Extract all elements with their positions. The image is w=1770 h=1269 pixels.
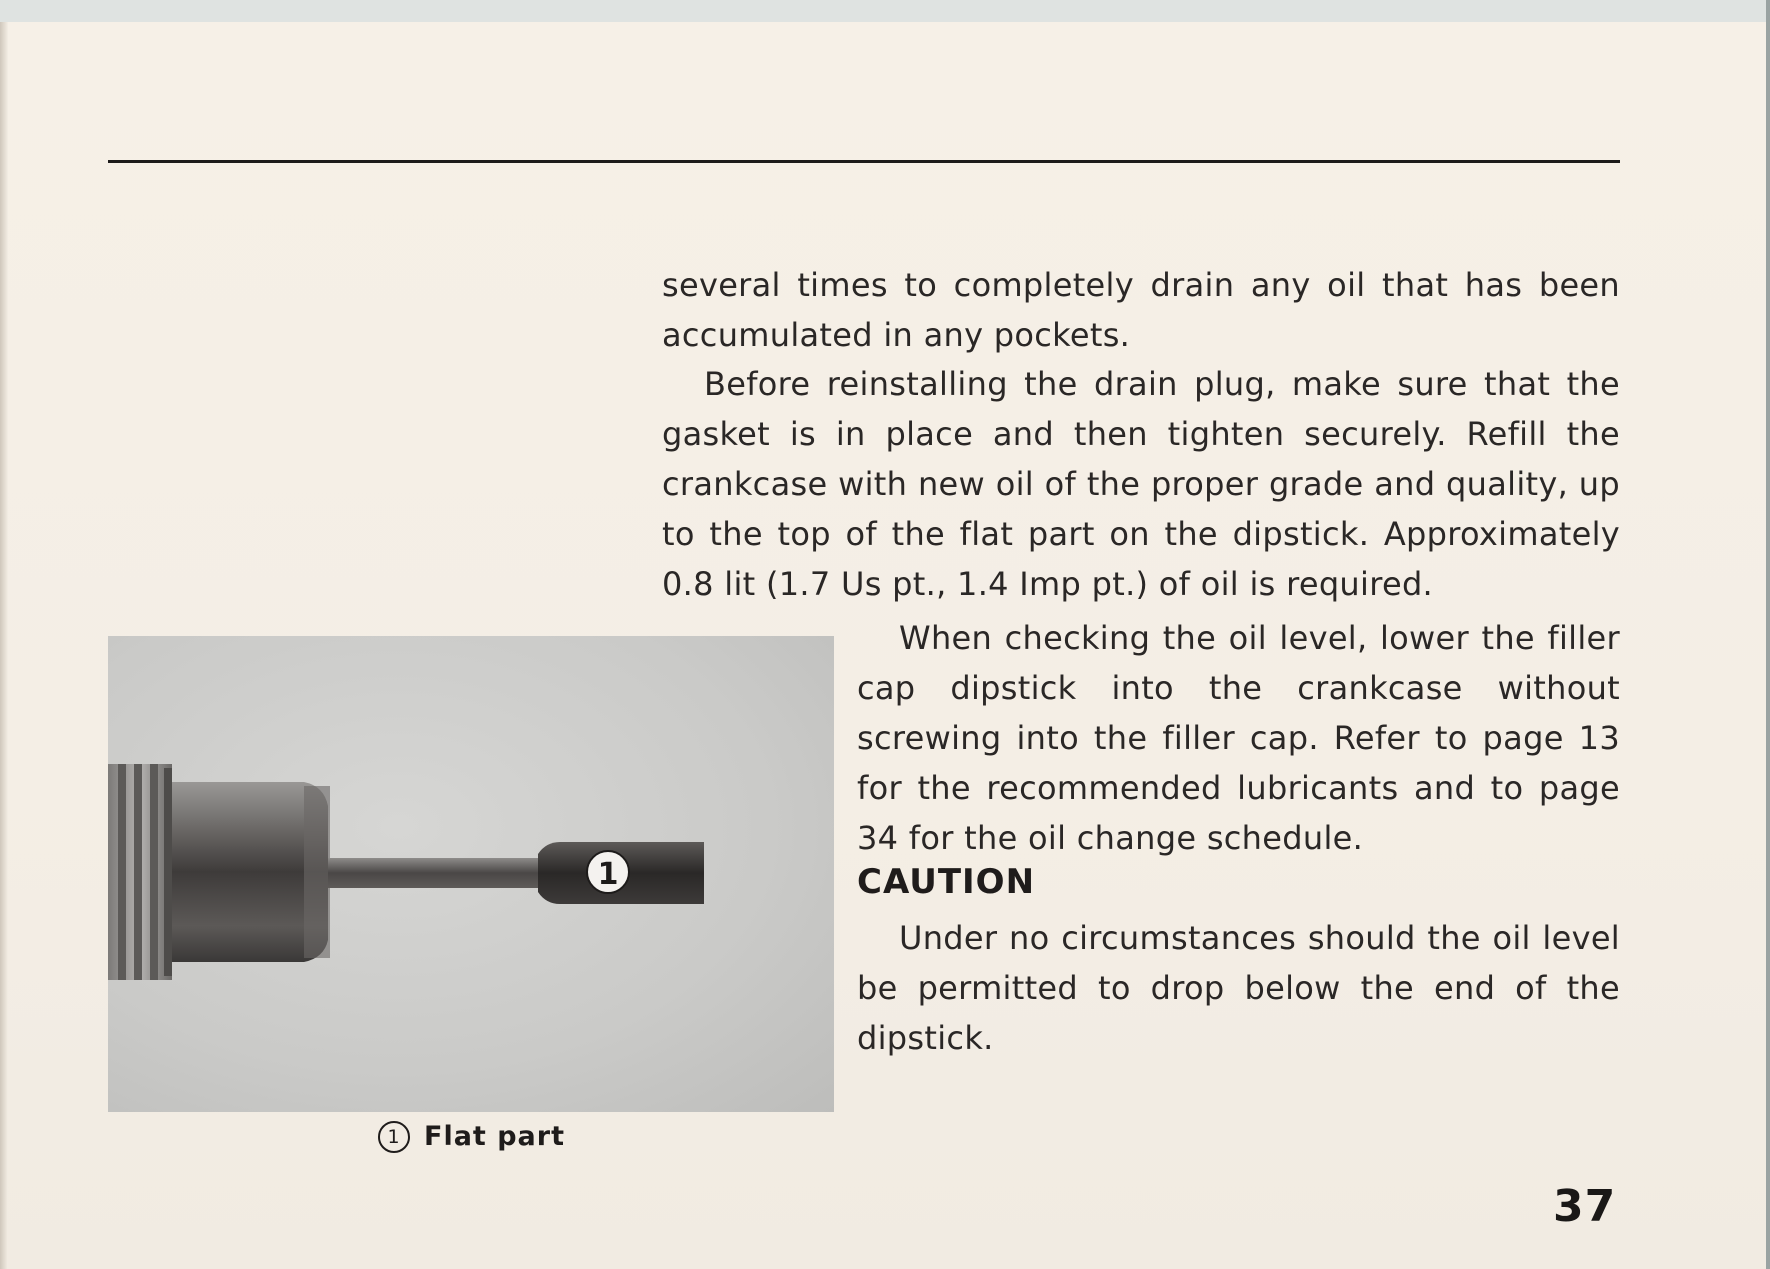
- paragraph-check-level: When checking the oil level, lower the filler cap dipstick into the crankcase without screwing into the filler cap. Refer to page 13 for the recommended lubricants and to page 34 for the oil change schedule.: [857, 619, 1620, 857]
- caption-text: Flat part: [424, 1121, 565, 1152]
- caption-number: 1: [378, 1121, 410, 1153]
- callout-number: 1: [597, 857, 619, 892]
- dipstick-illustration: [108, 636, 834, 1112]
- thread-section: [108, 764, 172, 980]
- paragraph-refill: Before reinstalling the drain plug, make sure that the gasket is in place and then tighten securely. Refill the crankcase with new oil of the proper grade and quality, up to the top of the flat part on the dipstick. Approximately 0.8 lit (1.7 Us pt., 1.4 Imp pt.) of oil is required.: [662, 365, 1620, 603]
- page-number: 37: [1553, 1181, 1617, 1232]
- page-edge-left: [0, 22, 8, 1269]
- header-rule: [108, 160, 1620, 163]
- caution-heading: CAUTION: [857, 862, 1036, 902]
- callout-1: [587, 851, 629, 893]
- figure-caption: [378, 1121, 565, 1153]
- paragraph-drain-continued: several times to completely drain any oil that has been accumulated in any pockets.: [662, 266, 1620, 354]
- dipstick-rod: [328, 858, 550, 888]
- paragraph-caution: Under no circumstances should the oil level be permitted to drop below the end of the dipstick.: [857, 919, 1620, 1057]
- page-edge-right: [1766, 0, 1770, 1269]
- dipstick-photo: [108, 636, 834, 1112]
